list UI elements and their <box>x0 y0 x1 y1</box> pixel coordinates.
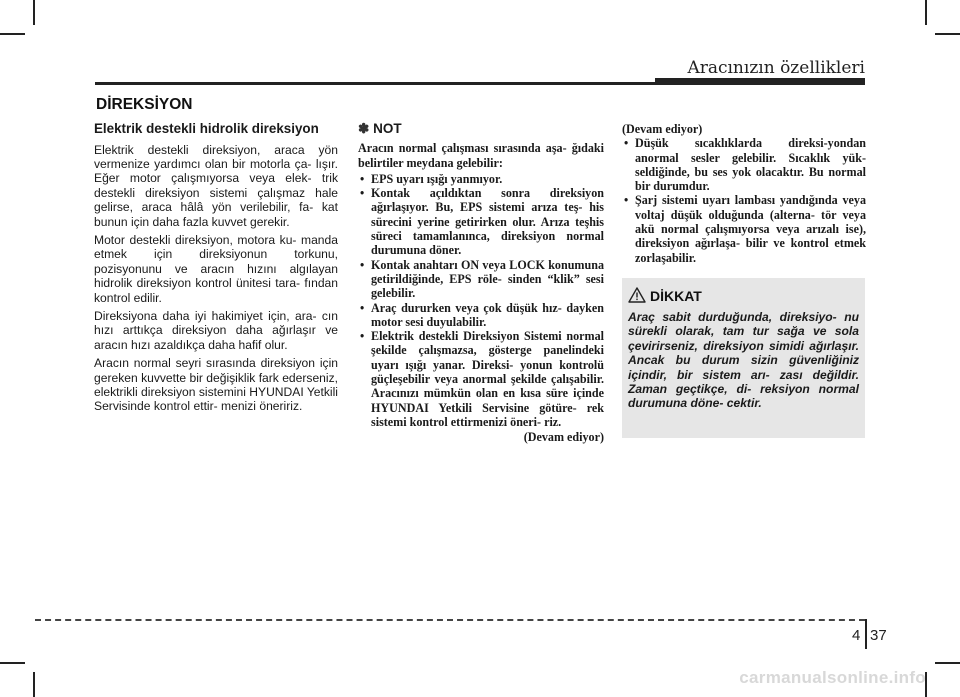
crop-mark <box>925 0 927 25</box>
continued-list <box>622 136 866 265</box>
list-item: • Elektrik destekli Direksiyon Sistemi normal şekilde çalışmazsa, gösterge panelindeki uyarı ışığı yanar. Direksi- yonun kontrolü güçleşebilir veya anormal şekilde çalışabilir. Aracınızı mümkün olan en kısa süre içinde HYUNDAI Yetkili Servisine götüre- rek sistemi kontrol ettirmenizi öneri- riz. <box>358 329 604 429</box>
note-heading <box>358 122 604 136</box>
note-intro: Aracın normal çalışması sırasında aşa- ğıdaki belirtiler meydana gelebilir: <box>358 141 604 170</box>
column-continued <box>622 122 866 265</box>
list-item: • Düşük sıcaklıklarda direksi-yondan anormal sesler gelebilir. Sıcaklık yük- seldiğinde, bu ses yok olacaktır. Bu normal bir durumdur. <box>622 136 866 193</box>
note-section <box>358 122 604 445</box>
paragraph: Aracın normal seyri sırasında direksiyon için gereken kuvvette bir değişiklik fark ederseniz, elektrikli direksiyon sistemini HYUNDAI Yetkili Servisinde kontrol ettir- menizi öneririz. <box>94 356 339 414</box>
column-main-text <box>94 122 338 418</box>
crop-mark <box>935 662 960 664</box>
list-item: • Araç dururken veya çok düşük hız- dayken motor sesi duyulabilir. <box>358 301 604 330</box>
list-item: • EPS uyarı ışığı yanmıyor. <box>358 172 604 186</box>
page-number: 37 <box>870 627 887 644</box>
paragraph: Elektrik destekli direksiyon, araca yön vermenize yardımcı olan bir motorla ça- lışır. Eğer motor çalışmıyorsa veya elek- trik destekli direksiyon sistemi çalışmaz hale gelirse, araca hâlâ yön verilebilir, fa- kat bunun için daha fazla kuvvet gerekir. <box>94 142 338 229</box>
note-list <box>358 172 604 429</box>
list-item: • Kontak açıldıktan sonra direksiyon ağırlaşıyor. Bu, EPS sistemi arıza teş- his sürecini yerine getirirken olur. Arıza teşhis süreci tamamlanınca, direksiyon normal durumuna döner. <box>358 186 604 257</box>
note-heading-label: NOT <box>373 121 402 136</box>
section-title: DİREKSİYON <box>96 96 193 113</box>
warning-text: Araç sabit durduğunda, direksiyo- nu sürekli olarak, tam tur sağa ve sola çevirirseniz, direksiyon simidi ağırlaşır. Ancak bu durum sizin güvenliğiniz içindir, bir sistem arı- zası değildir. Zaman geçtikçe, di- reksiyon normal durumuna döne- cektir. <box>628 310 859 411</box>
continued-label: (Devam ediyor) <box>523 430 604 445</box>
paragraph: Motor destekli direksiyon, motora ku- manda etmek için direksiyonun torkunu, pozisyonunu ve aracın hızını algılayan hidrolik direksiyon kontrol ünitesi tara- fından kontrol edilir. <box>94 232 338 305</box>
header-rule <box>95 82 865 85</box>
running-header-title: Aracınızın özellikleri <box>687 58 865 78</box>
watermark: carmanualsonline.info <box>739 668 926 687</box>
warning-triangle-icon <box>628 287 646 303</box>
warning-box <box>622 278 865 438</box>
crop-mark <box>0 662 25 664</box>
list-item: • Şarj sistemi uyarı lambası yandığında veya voltaj düşük olduğunda (alterna- tör veya akü normal çalışmıyorsa veya arızalı ise), direksiyon ağırlaşa- bilir ve kontrol etmek zorlaşabilir. <box>622 193 866 264</box>
crop-mark <box>935 33 960 35</box>
subsection-heading: Elektrik destekli hidrolik direksiyon <box>94 121 319 136</box>
continued-label: (Devam ediyor) <box>622 122 703 136</box>
paragraph: Direksiyona daha iyi hakimiyet için, ara- cın hızı arttıkça direksiyon daha ağırlaşır ve aracın hızı azaldıkça daha hafif olur. <box>94 308 338 352</box>
chapter-number: 4 <box>852 627 861 644</box>
crop-mark <box>33 672 35 697</box>
page-number-separator <box>865 619 867 649</box>
crop-mark <box>0 33 25 35</box>
crop-mark <box>33 0 35 25</box>
asterisk-icon: ✽ <box>358 121 370 136</box>
list-item: • Kontak anahtarı ON veya LOCK konumuna getirildiğinde, EPS röle- sinden “klik” sesi gelebilir. <box>358 258 604 301</box>
warning-heading: DİKKAT <box>650 288 702 304</box>
footer-divider <box>35 619 865 621</box>
